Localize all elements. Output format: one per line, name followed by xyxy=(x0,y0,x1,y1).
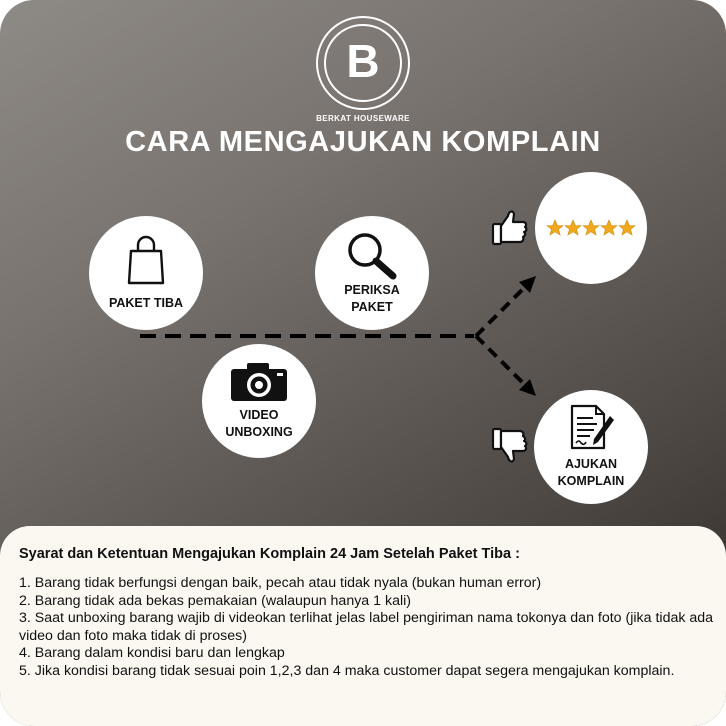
outcome-rating xyxy=(535,172,647,284)
outcome-ajukan-komplain xyxy=(534,390,648,504)
terms-list xyxy=(19,575,719,681)
camera-icon xyxy=(229,361,289,403)
step-periksa-paket xyxy=(315,216,429,330)
star-icon xyxy=(583,220,599,235)
step-paket-tiba xyxy=(89,216,203,330)
brand-logo-letter: B xyxy=(346,35,380,87)
shopping-bag-icon xyxy=(125,235,167,287)
outcome-label: AJUKAN KOMPLAIN xyxy=(557,457,625,488)
thumbs-down-icon xyxy=(490,426,530,466)
brand-name: BERKAT HOUSEWARE xyxy=(316,114,410,123)
page-title: CARA MENGAJUKAN KOMPLAIN xyxy=(125,126,601,158)
list-item: 5. Jika kondisi barang tidak sesuai poin 1,2,3 dan 4 maka customer dapat segera mengajukan komplain. xyxy=(19,662,675,679)
thumbs-up-icon xyxy=(490,207,530,247)
terms-heading: Syarat dan Ketentuan Mengajukan Komplain 24 Jam Setelah Paket Tiba : xyxy=(19,546,520,562)
step-label: PERIKSA PAKET xyxy=(344,283,400,314)
star-icon xyxy=(565,220,581,235)
star-icon xyxy=(619,220,635,235)
magnifier-icon xyxy=(345,230,399,280)
list-item: 2. Barang tidak ada bekas pemakaian (walaupun hanya 1 kali) xyxy=(19,592,411,609)
step-video-unboxing xyxy=(202,344,316,458)
star-icon xyxy=(547,220,563,235)
list-item: 1. Barang tidak berfungsi dengan baik, pecah atau tidak nyala (bukan human error) xyxy=(19,575,542,591)
five-star-rating xyxy=(546,219,636,237)
list-item: 3. Saat unboxing barang wajib di videokan terlihat jelas label pengiriman nama tokonya dan foto (jika tidak ada video dan foto maka tidak di proses) xyxy=(19,610,714,644)
document-pen-icon xyxy=(566,404,616,452)
step-label: PAKET TIBA xyxy=(108,295,184,310)
terms-panel xyxy=(0,526,726,726)
list-item: 4. Barang dalam kondisi baru dan lengkap xyxy=(19,645,285,662)
star-icon xyxy=(601,220,617,235)
step-label: VIDEO UNBOXING xyxy=(225,408,293,439)
